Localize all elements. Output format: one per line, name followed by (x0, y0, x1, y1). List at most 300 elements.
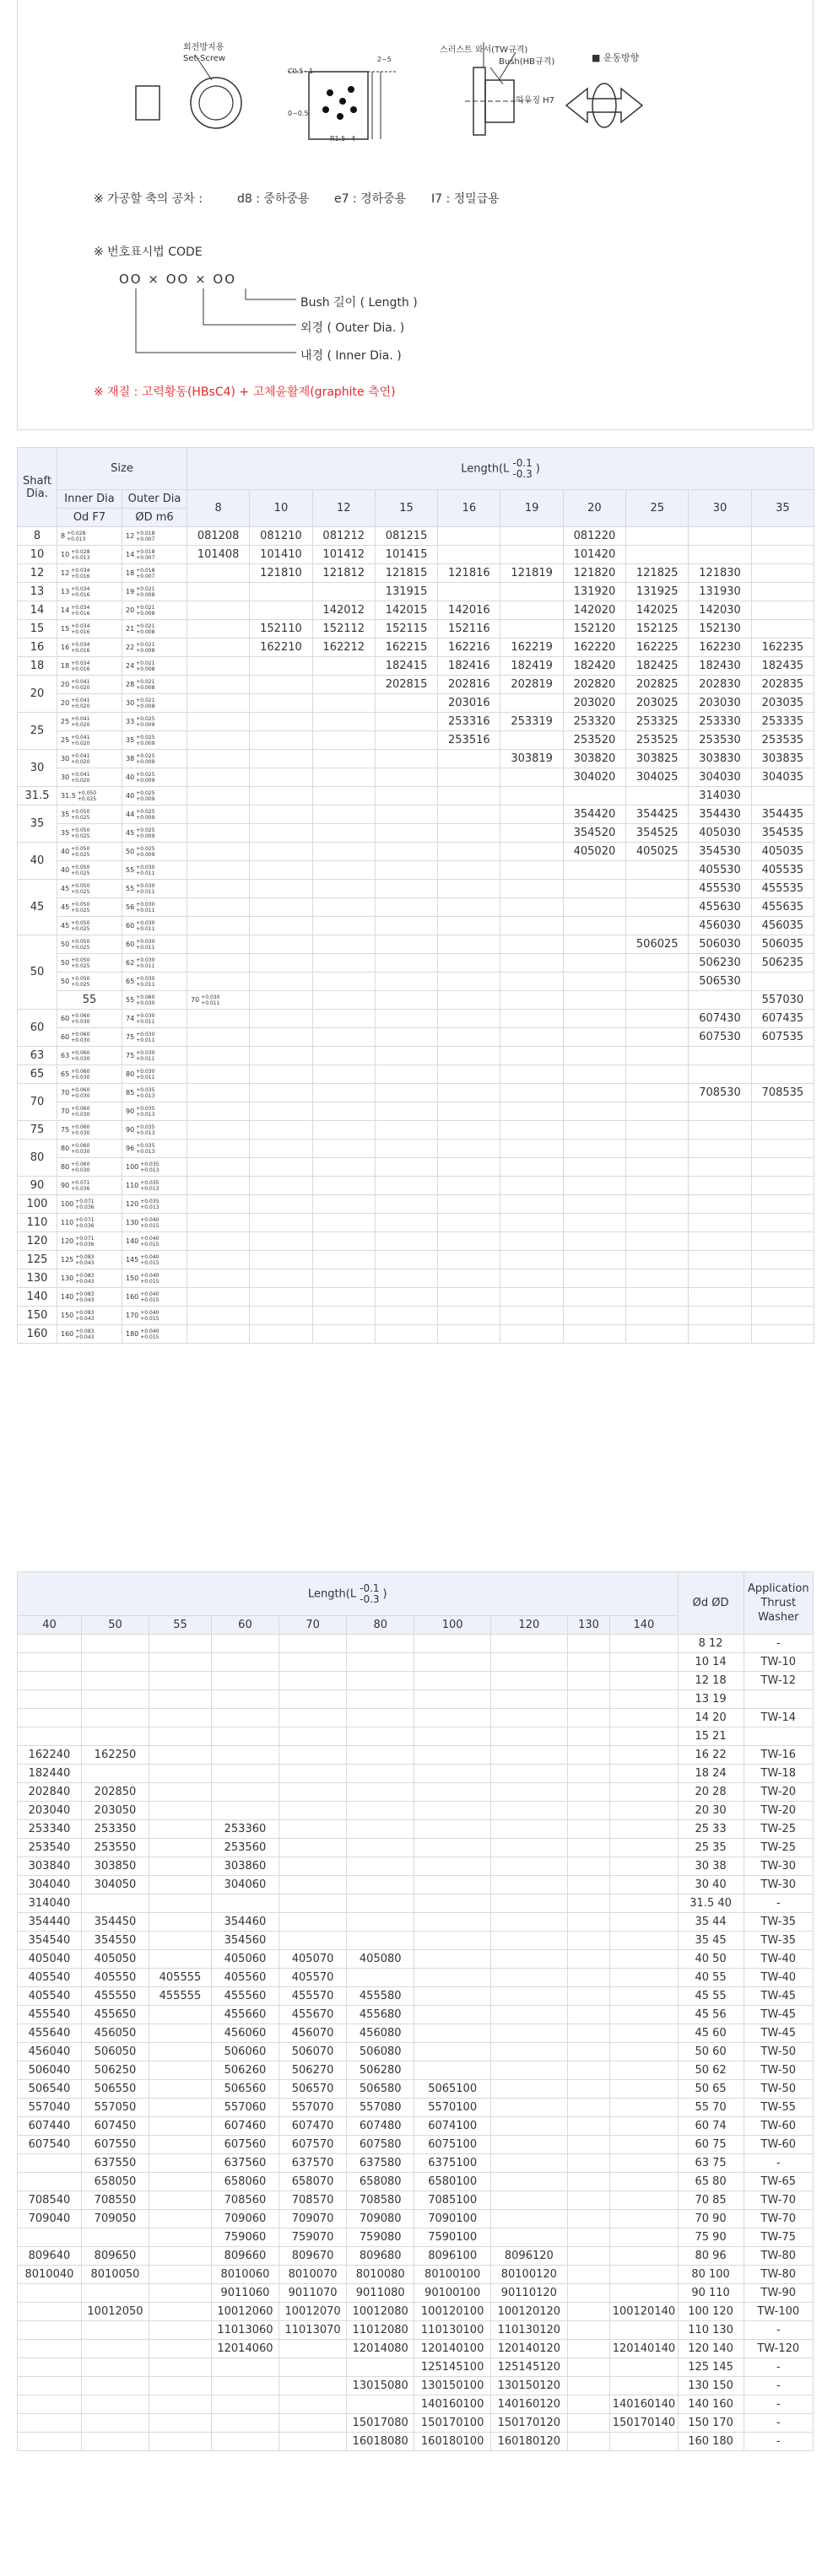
part-number-cell (279, 1746, 347, 1765)
part-number-cell (187, 843, 250, 861)
part-number-cell: 202820 (563, 676, 625, 694)
part-number-cell: 253319 (500, 713, 563, 731)
part-number-cell: 304050 (81, 1876, 149, 1894)
thrust-washer-cell: TW-25 (744, 1820, 813, 1839)
inner-dia-cell-value: 70 (61, 1088, 70, 1097)
inner-dia-cell-tolerance: +0.060 +0.030 (136, 994, 155, 1006)
outer-dia-cell-tolerance: +0.025 +0.009 (136, 808, 155, 821)
outer-dia-cell-tolerance: +0.018 +0.007 (136, 567, 155, 579)
part-number-cell (250, 935, 312, 954)
table-row (18, 1635, 814, 1653)
part-number-cell: 607435 (751, 1010, 814, 1028)
part-number-cell (490, 2006, 567, 2024)
part-number-cell (279, 1820, 347, 1839)
part-number-cell: 506580 (347, 2080, 414, 2099)
part-number-cell (567, 2024, 610, 2043)
inner-dia-cell-tolerance: +0.060 +0.030 (71, 1142, 90, 1155)
od-od-cell: 10 14 (678, 1653, 744, 1672)
part-number-cell (81, 1635, 149, 1653)
part-number-cell (490, 2024, 567, 2043)
table-row (18, 991, 814, 1010)
thrust-washer-cell: TW-35 (744, 1932, 813, 1950)
part-number-cell (438, 880, 500, 898)
outer-dia-cell-tolerance: +0.021 +0.008 (136, 622, 155, 635)
bush-label: Bush(HB규격) (499, 57, 555, 67)
part-number-cell (563, 787, 625, 806)
part-number-cell (610, 1894, 678, 1913)
outer-dia-cell-value: 22 (126, 643, 135, 651)
part-number-cell (490, 1709, 567, 1727)
outer-dia-cell (122, 1158, 187, 1177)
part-number-cell (312, 1177, 375, 1195)
outer-dia-cell-value: 74 (126, 1014, 135, 1022)
part-number-cell (490, 2080, 567, 2099)
part-number-cell (312, 1140, 375, 1158)
part-number-cell: 607460 (211, 2117, 279, 2136)
part-number-cell (567, 1950, 610, 1969)
part-number-cell (187, 713, 250, 731)
part-number-cell: 455670 (279, 2006, 347, 2024)
part-number-cell (610, 2099, 678, 2117)
part-number-cell (375, 824, 437, 843)
table-row (18, 2061, 814, 2080)
part-number-cell (279, 1727, 347, 1746)
outer-dia-cell-tolerance: +0.025 +0.009 (136, 845, 155, 858)
part-number-cell: 7590100 (414, 2228, 491, 2247)
part-number-cell (567, 1839, 610, 1857)
part-number-cell (490, 1746, 567, 1765)
part-number-cell: 142015 (375, 601, 437, 620)
part-number-cell: 142020 (563, 601, 625, 620)
table-row (18, 2266, 814, 2284)
part-number-cell (375, 731, 437, 750)
part-number-cell: 506025 (626, 935, 689, 954)
part-number-cell (375, 954, 437, 973)
table-row (18, 1140, 814, 1158)
table-row (18, 1028, 814, 1047)
thrust-washer-cell: TW-70 (744, 2210, 813, 2228)
inner-dia-cell-tolerance: +0.071 +0.036 (71, 1179, 90, 1192)
part-number-cell: 253516 (438, 731, 500, 750)
part-number-cell: 708540 (18, 2191, 82, 2210)
part-number-cell (567, 1765, 610, 1783)
inner-dia-cell (57, 861, 122, 880)
part-number-cell: 081208 (187, 527, 250, 546)
table-row (18, 527, 814, 546)
part-number-cell (347, 1746, 414, 1765)
tolerance-e7: e7 : 경하중용 (334, 192, 407, 206)
part-number-cell: 405035 (751, 843, 814, 861)
table-row (18, 1709, 814, 1727)
length-tol-bottom-2: -0.3 (360, 1592, 380, 1605)
part-number-cell: 557050 (81, 2099, 149, 2117)
inner-dia-cell-value: 45 (61, 921, 70, 930)
part-number-cell (149, 2228, 212, 2247)
shaft-dia-cell: 31.5 (18, 787, 57, 806)
part-number-cell: 455630 (689, 898, 751, 917)
outer-dia-cell (122, 731, 187, 750)
part-number-cell: 203050 (81, 1802, 149, 1820)
part-number-cell (149, 1894, 212, 1913)
part-number-cell: 455650 (81, 2006, 149, 2024)
part-number-cell: 506270 (279, 2061, 347, 2080)
part-number-cell: 506035 (751, 935, 814, 954)
part-number-cell: 658050 (81, 2173, 149, 2191)
part-number-cell (610, 1969, 678, 1987)
part-number-cell (211, 2377, 279, 2395)
part-number-cell (375, 1177, 437, 1195)
thrust-washer-cell: TW-90 (744, 2284, 813, 2303)
length-col-15: 15 (375, 490, 437, 527)
inner-dia-cell (57, 1269, 122, 1288)
part-number-cell (500, 954, 563, 973)
part-number-cell: 182435 (751, 657, 814, 676)
outer-dia-cell-value: 70 (191, 995, 200, 1004)
part-number-cell (414, 2061, 491, 2080)
part-number-cell (250, 1047, 312, 1065)
part-number-cell (347, 1709, 414, 1727)
part-number-cell (563, 954, 625, 973)
table-row (18, 1325, 814, 1344)
part-number-cell: 506040 (18, 2061, 82, 2080)
part-number-cell (187, 824, 250, 843)
part-number-cell (610, 1932, 678, 1950)
part-number-cell (567, 1857, 610, 1876)
part-number-cell: 182425 (626, 657, 689, 676)
shaft-dia-cell: 18 (18, 657, 57, 676)
part-number-cell (500, 1047, 563, 1065)
part-number-cell (414, 1894, 491, 1913)
part-number-cell (149, 1765, 212, 1783)
part-number-cell (312, 1047, 375, 1065)
od-od-cell: 25 35 (678, 1839, 744, 1857)
part-number-cell (81, 1894, 149, 1913)
table-row (18, 824, 814, 843)
part-number-cell: 80100100 (414, 2266, 491, 2284)
thrust-washer-cell: - (744, 2154, 813, 2173)
part-number-cell (149, 1783, 212, 1802)
part-number-cell (438, 1288, 500, 1307)
inner-dia-cell (57, 713, 122, 731)
table-row (18, 1802, 814, 1820)
part-number-cell (490, 1876, 567, 1894)
inner-dia-cell-tolerance: +0.083 +0.043 (75, 1253, 95, 1266)
part-number-cell: 303830 (689, 750, 751, 768)
part-number-cell (567, 2228, 610, 2247)
outer-dia-cell-value: 62 (126, 958, 135, 967)
part-number-cell: 557070 (279, 2099, 347, 2117)
part-number-cell (279, 1690, 347, 1709)
od-od-cell: 80 100 (678, 2266, 744, 2284)
part-number-cell (312, 861, 375, 880)
part-number-cell (187, 1177, 250, 1195)
part-number-cell (490, 1820, 567, 1839)
od-od-cell: 55 70 (678, 2099, 744, 2117)
part-number-cell (312, 880, 375, 898)
part-number-cell (187, 731, 250, 750)
part-number-cell (490, 1857, 567, 1876)
part-number-cell (414, 1783, 491, 1802)
part-number-cell (414, 1876, 491, 1894)
part-number-cell (375, 991, 437, 1010)
part-number-cell (149, 2377, 212, 2395)
part-number-cell (312, 1307, 375, 1325)
part-number-cell (250, 694, 312, 713)
part-number-cell: 708560 (211, 2191, 279, 2210)
part-number-cell (626, 1121, 689, 1140)
part-number-cell (375, 768, 437, 787)
part-number-cell (187, 768, 250, 787)
part-number-cell: 6074100 (414, 2117, 491, 2136)
part-number-cell (438, 1214, 500, 1232)
outer-dia-cell (122, 583, 187, 601)
od-od-cell: 15 21 (678, 1727, 744, 1746)
part-number-cell (689, 1288, 751, 1307)
part-number-cell (490, 1969, 567, 1987)
part-number-cell (689, 1232, 751, 1251)
part-number-cell: 637560 (211, 2154, 279, 2173)
outer-dia-cell (122, 806, 187, 824)
part-number-cell: 150170100 (414, 2414, 491, 2433)
table-row (18, 973, 814, 991)
part-number-cell (626, 880, 689, 898)
outer-dia-cell-tolerance: +0.035 +0.013 (140, 1179, 160, 1192)
inner-dia-cell-value: 35 (61, 828, 70, 837)
outer-dia-cell-value: 145 (126, 1255, 139, 1264)
outer-dia-cell (122, 787, 187, 806)
part-number-cell (567, 2321, 610, 2340)
table-row (18, 620, 814, 639)
table-row (18, 880, 814, 898)
part-number-cell: 354520 (563, 824, 625, 843)
inner-dia-cell (57, 564, 122, 583)
length-col-140: 140 (610, 1616, 678, 1635)
part-number-cell: 354440 (18, 1913, 82, 1932)
od-od-cell: 140 160 (678, 2395, 744, 2414)
od-od-cell: 20 30 (678, 1802, 744, 1820)
part-number-cell: 202850 (81, 1783, 149, 1802)
part-number-cell (312, 806, 375, 824)
part-number-cell: 456070 (279, 2024, 347, 2043)
outer-dia-cell (122, 601, 187, 620)
part-number-cell (211, 2433, 279, 2451)
part-number-cell (626, 1084, 689, 1102)
part-number-cell (567, 1690, 610, 1709)
inner-dia-cell (57, 750, 122, 768)
part-number-cell (187, 1047, 250, 1065)
part-number-cell (689, 991, 751, 1010)
part-number-cell (567, 2006, 610, 2024)
outer-dia-cell (122, 1269, 187, 1288)
part-number-cell: 152125 (626, 620, 689, 639)
part-number-cell (149, 2433, 212, 2451)
inner-dia-cell (57, 954, 122, 973)
part-number-cell: 120140140 (610, 2340, 678, 2358)
part-number-cell (610, 2321, 678, 2340)
table-row (18, 917, 814, 935)
part-number-cell (81, 1727, 149, 1746)
part-number-cell: 304060 (211, 1876, 279, 1894)
inner-dia-cell-tolerance: +0.028 +0.013 (71, 548, 90, 561)
inner-dia-cell-value: 75 (61, 1125, 70, 1134)
outer-dia-cell (122, 1140, 187, 1158)
part-number-cell (438, 1010, 500, 1028)
part-number-cell (567, 2395, 610, 2414)
part-number-cell (312, 1084, 375, 1102)
thrust-washer-cell: TW-65 (744, 2173, 813, 2191)
part-number-cell (18, 1635, 82, 1653)
part-number-cell: 456040 (18, 2043, 82, 2061)
part-number-cell: 162212 (312, 639, 375, 657)
part-number-cell (375, 1269, 437, 1288)
outer-dia-cell-value: 38 (126, 754, 135, 763)
thrust-washer-cell: TW-20 (744, 1802, 813, 1820)
part-number-cell (312, 954, 375, 973)
part-number-cell: 253560 (211, 1839, 279, 1857)
outer-dia-cell (122, 1084, 187, 1102)
table-row (18, 1783, 814, 1802)
part-number-cell (312, 1010, 375, 1028)
inner-dia-cell (57, 527, 122, 546)
part-number-cell: 607550 (81, 2136, 149, 2154)
part-number-cell (414, 1709, 491, 1727)
part-number-cell (279, 2340, 347, 2358)
part-number-cell (414, 1932, 491, 1950)
part-number-cell (751, 1140, 814, 1158)
thrust-washer-cell: TW-10 (744, 1653, 813, 1672)
part-number-cell (567, 1969, 610, 1987)
inner-dia-cell-value: 50 (61, 958, 70, 967)
inner-dia-cell-value: 110 (61, 1218, 74, 1226)
part-number-cell (610, 2247, 678, 2266)
part-number-cell (81, 1672, 149, 1690)
part-number-cell (18, 1653, 82, 1672)
part-number-cell (751, 601, 814, 620)
part-number-cell (438, 1325, 500, 1344)
part-number-cell (211, 1802, 279, 1820)
part-number-cell (149, 2210, 212, 2228)
od-od-cell: 60 75 (678, 2136, 744, 2154)
part-number-cell: 354540 (18, 1932, 82, 1950)
part-number-cell (187, 657, 250, 676)
part-number-cell (149, 2043, 212, 2061)
length-col-60: 60 (211, 1616, 279, 1635)
part-number-cell (414, 1857, 491, 1876)
outer-dia-cell-tolerance: +0.035 +0.013 (136, 1142, 155, 1155)
part-number-cell (438, 583, 500, 601)
part-number-cell: 101420 (563, 546, 625, 564)
table-row (18, 1288, 814, 1307)
part-number-cell (187, 1102, 250, 1121)
table-row (18, 1690, 814, 1709)
part-number-cell (187, 1195, 250, 1214)
table-row (18, 2228, 814, 2247)
part-number-cell (312, 1065, 375, 1084)
part-number-cell (567, 1987, 610, 2006)
thrust-washer-cell: TW-16 (744, 1746, 813, 1765)
part-number-cell (312, 935, 375, 954)
outer-dia-cell-value: 56 (126, 903, 135, 911)
part-number-cell (438, 935, 500, 954)
part-number-cell (279, 1765, 347, 1783)
part-number-cell (18, 2228, 82, 2247)
outer-dia-cell-tolerance: +0.035 +0.013 (140, 1161, 160, 1173)
table-row (18, 2321, 814, 2340)
part-number-cell (563, 1140, 625, 1158)
inner-dia-cell (57, 657, 122, 676)
inner-dia-cell-tolerance: +0.034 +0.016 (71, 585, 90, 598)
part-number-cell: 253330 (689, 713, 751, 731)
outer-dia-cell-value: 75 (126, 1051, 135, 1059)
od-od-cell: 80 96 (678, 2247, 744, 2266)
part-number-cell (567, 2303, 610, 2321)
part-number-cell: 557030 (751, 991, 814, 1010)
part-number-cell: 11013070 (279, 2321, 347, 2340)
inner-dia-cell (57, 880, 122, 898)
part-number-cell: 456060 (211, 2024, 279, 2043)
part-number-cell: 081210 (250, 527, 312, 546)
outer-dia-cell (122, 1177, 187, 1195)
part-number-cell (250, 1084, 312, 1102)
part-number-cell (567, 1727, 610, 1746)
part-number-cell (500, 1325, 563, 1344)
part-number-cell (751, 1232, 814, 1251)
dim-radius: R1.5~4 (330, 135, 356, 143)
part-number-cell (438, 1121, 500, 1140)
part-number-cell: 202825 (626, 676, 689, 694)
shaft-dia-cell: 8 (18, 527, 57, 546)
dim-0-05: 0~0.5 (288, 110, 309, 117)
part-number-cell: 182415 (375, 657, 437, 676)
thrust-washer-cell: TW-45 (744, 1987, 813, 2006)
part-number-cell: 202819 (500, 676, 563, 694)
part-number-cell: 162235 (751, 639, 814, 657)
part-number-cell: 506280 (347, 2061, 414, 2080)
part-number-cell (438, 1102, 500, 1121)
od-od-cell: 8 12 (678, 1635, 744, 1653)
part-number-cell: 150170120 (490, 2414, 567, 2433)
part-number-cell: 607430 (689, 1010, 751, 1028)
part-number-cell (279, 1839, 347, 1857)
inner-dia-cell-tolerance: +0.071 +0.036 (75, 1216, 95, 1229)
inner-dia-cell-value: 31.5 (61, 791, 76, 800)
part-number-cell: 658060 (211, 2173, 279, 2191)
shaft-dia-cell: 40 (18, 843, 57, 880)
part-number-cell: 101408 (187, 546, 250, 564)
part-number-cell: 152110 (250, 620, 312, 639)
part-number-cell (567, 1653, 610, 1672)
length-col-20: 20 (563, 490, 625, 527)
part-number-cell (211, 2395, 279, 2414)
shaft-dia-cell: 10 (18, 546, 57, 564)
part-number-cell (610, 1987, 678, 2006)
part-number-cell (312, 1195, 375, 1214)
part-number-cell: 5570100 (414, 2099, 491, 2117)
part-number-cell (211, 1746, 279, 1765)
part-number-cell (500, 1307, 563, 1325)
part-number-cell: 607570 (279, 2136, 347, 2154)
part-number-cell: 131930 (689, 583, 751, 601)
table-row (18, 2006, 814, 2024)
part-number-cell (149, 1876, 212, 1894)
inner-dia-cell-value: 90 (61, 1181, 70, 1189)
part-number-cell (250, 954, 312, 973)
od-od-cell: 70 85 (678, 2191, 744, 2210)
part-number-cell (500, 1140, 563, 1158)
thrust-washer-cell: TW-60 (744, 2136, 813, 2154)
od-od-cell: 45 55 (678, 1987, 744, 2006)
part-number-cell: 506050 (81, 2043, 149, 2061)
